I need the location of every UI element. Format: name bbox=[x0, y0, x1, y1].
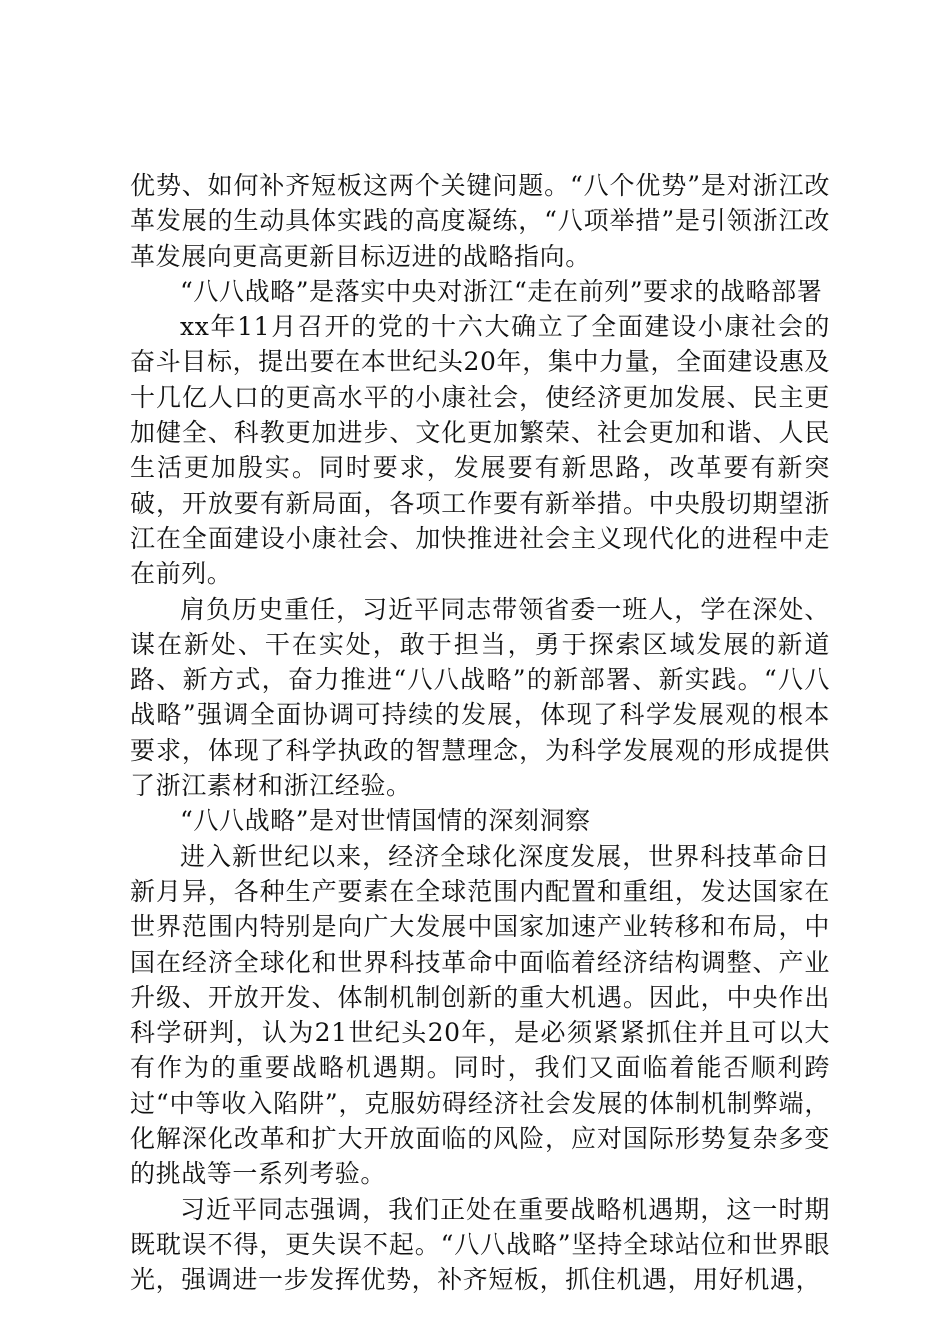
paragraph-sixteenth-congress: xx年11月召开的党的十六大确立了全面建设小康社会的奋斗目标，提出要在本世纪头20年，集中力量，全面建设惠及十几亿人口的更高水平的小康社会，使经济更加发展、民主更加健全、科教更加进步、文化更加繁荣、社会更加和谐、人民生活更加殷实。同时要求，发展要有新思路，改革要有新突破，开放要有新局面，各项工作要有新举措。中央殷切期望浙江在全面建设小康社会、加快推进社会主义现代化的进程中走在前列。 bbox=[130, 312, 830, 589]
section-heading-world-insight: “八八战略”是对世情国情的深刻洞察 bbox=[180, 806, 591, 836]
section-heading-strategic-deployment: “八八战略”是落实中央对浙江“走在前列”要求的战略部署 bbox=[180, 276, 823, 306]
document-body bbox=[130, 168, 830, 1298]
paragraph-strategic-opportunity: 习近平同志强调，我们正处在重要战略机遇期，这一时期既耽误不得，更失误不起。“八八战略”坚持全球站位和世界眼光，强调进一步发挥优势，补齐短板，抓住机遇，用好机遇， bbox=[130, 1194, 830, 1295]
paragraph-new-century: 进入新世纪以来，经济全球化深度发展，世界科技革命日新月异，各种生产要素在全球范围内配置和重组，发达国家在世界范围内特别是向广大发展中国家加速产业转移和布局，中国在经济全球化和世界科技革命中面临着经济结构调整、产业升级、开放开发、体制机制创新的重大机遇。因此，中央作出科学研判，认为21世纪头20年，是必须紧紧抓住并且可以大有作为的重要战略机遇期。同时，我们又面临着能否顺利跨过“中等收入陷阱”，克服妨碍经济社会发展的体制机制弊端，化解深化改革和扩大开放面临的风险，应对国际形势复杂多变的挑战等一系列考验。 bbox=[130, 841, 830, 1189]
paragraph-historical-responsibility: 肩负历史重任，习近平同志带领省委一班人，学在深处、谋在新处、干在实处，敢于担当，勇于探索区域发展的新道路、新方式，奋力推进“八八战略”的新部署、新实践。“八八战略”强调全面协调可持续的发展，体现了科学发展观的根本要求，体现了科学执政的智慧理念，为科学发展观的形成提供了浙江素材和浙江经验。 bbox=[130, 594, 830, 801]
paragraph-continuation: 优势、如何补齐短板这两个关键问题。“八个优势”是对浙江改革发展的生动具体实践的高度凝练，“八项举措”是引领浙江改革发展向更高更新目标迈进的战略指向。 bbox=[130, 171, 830, 271]
